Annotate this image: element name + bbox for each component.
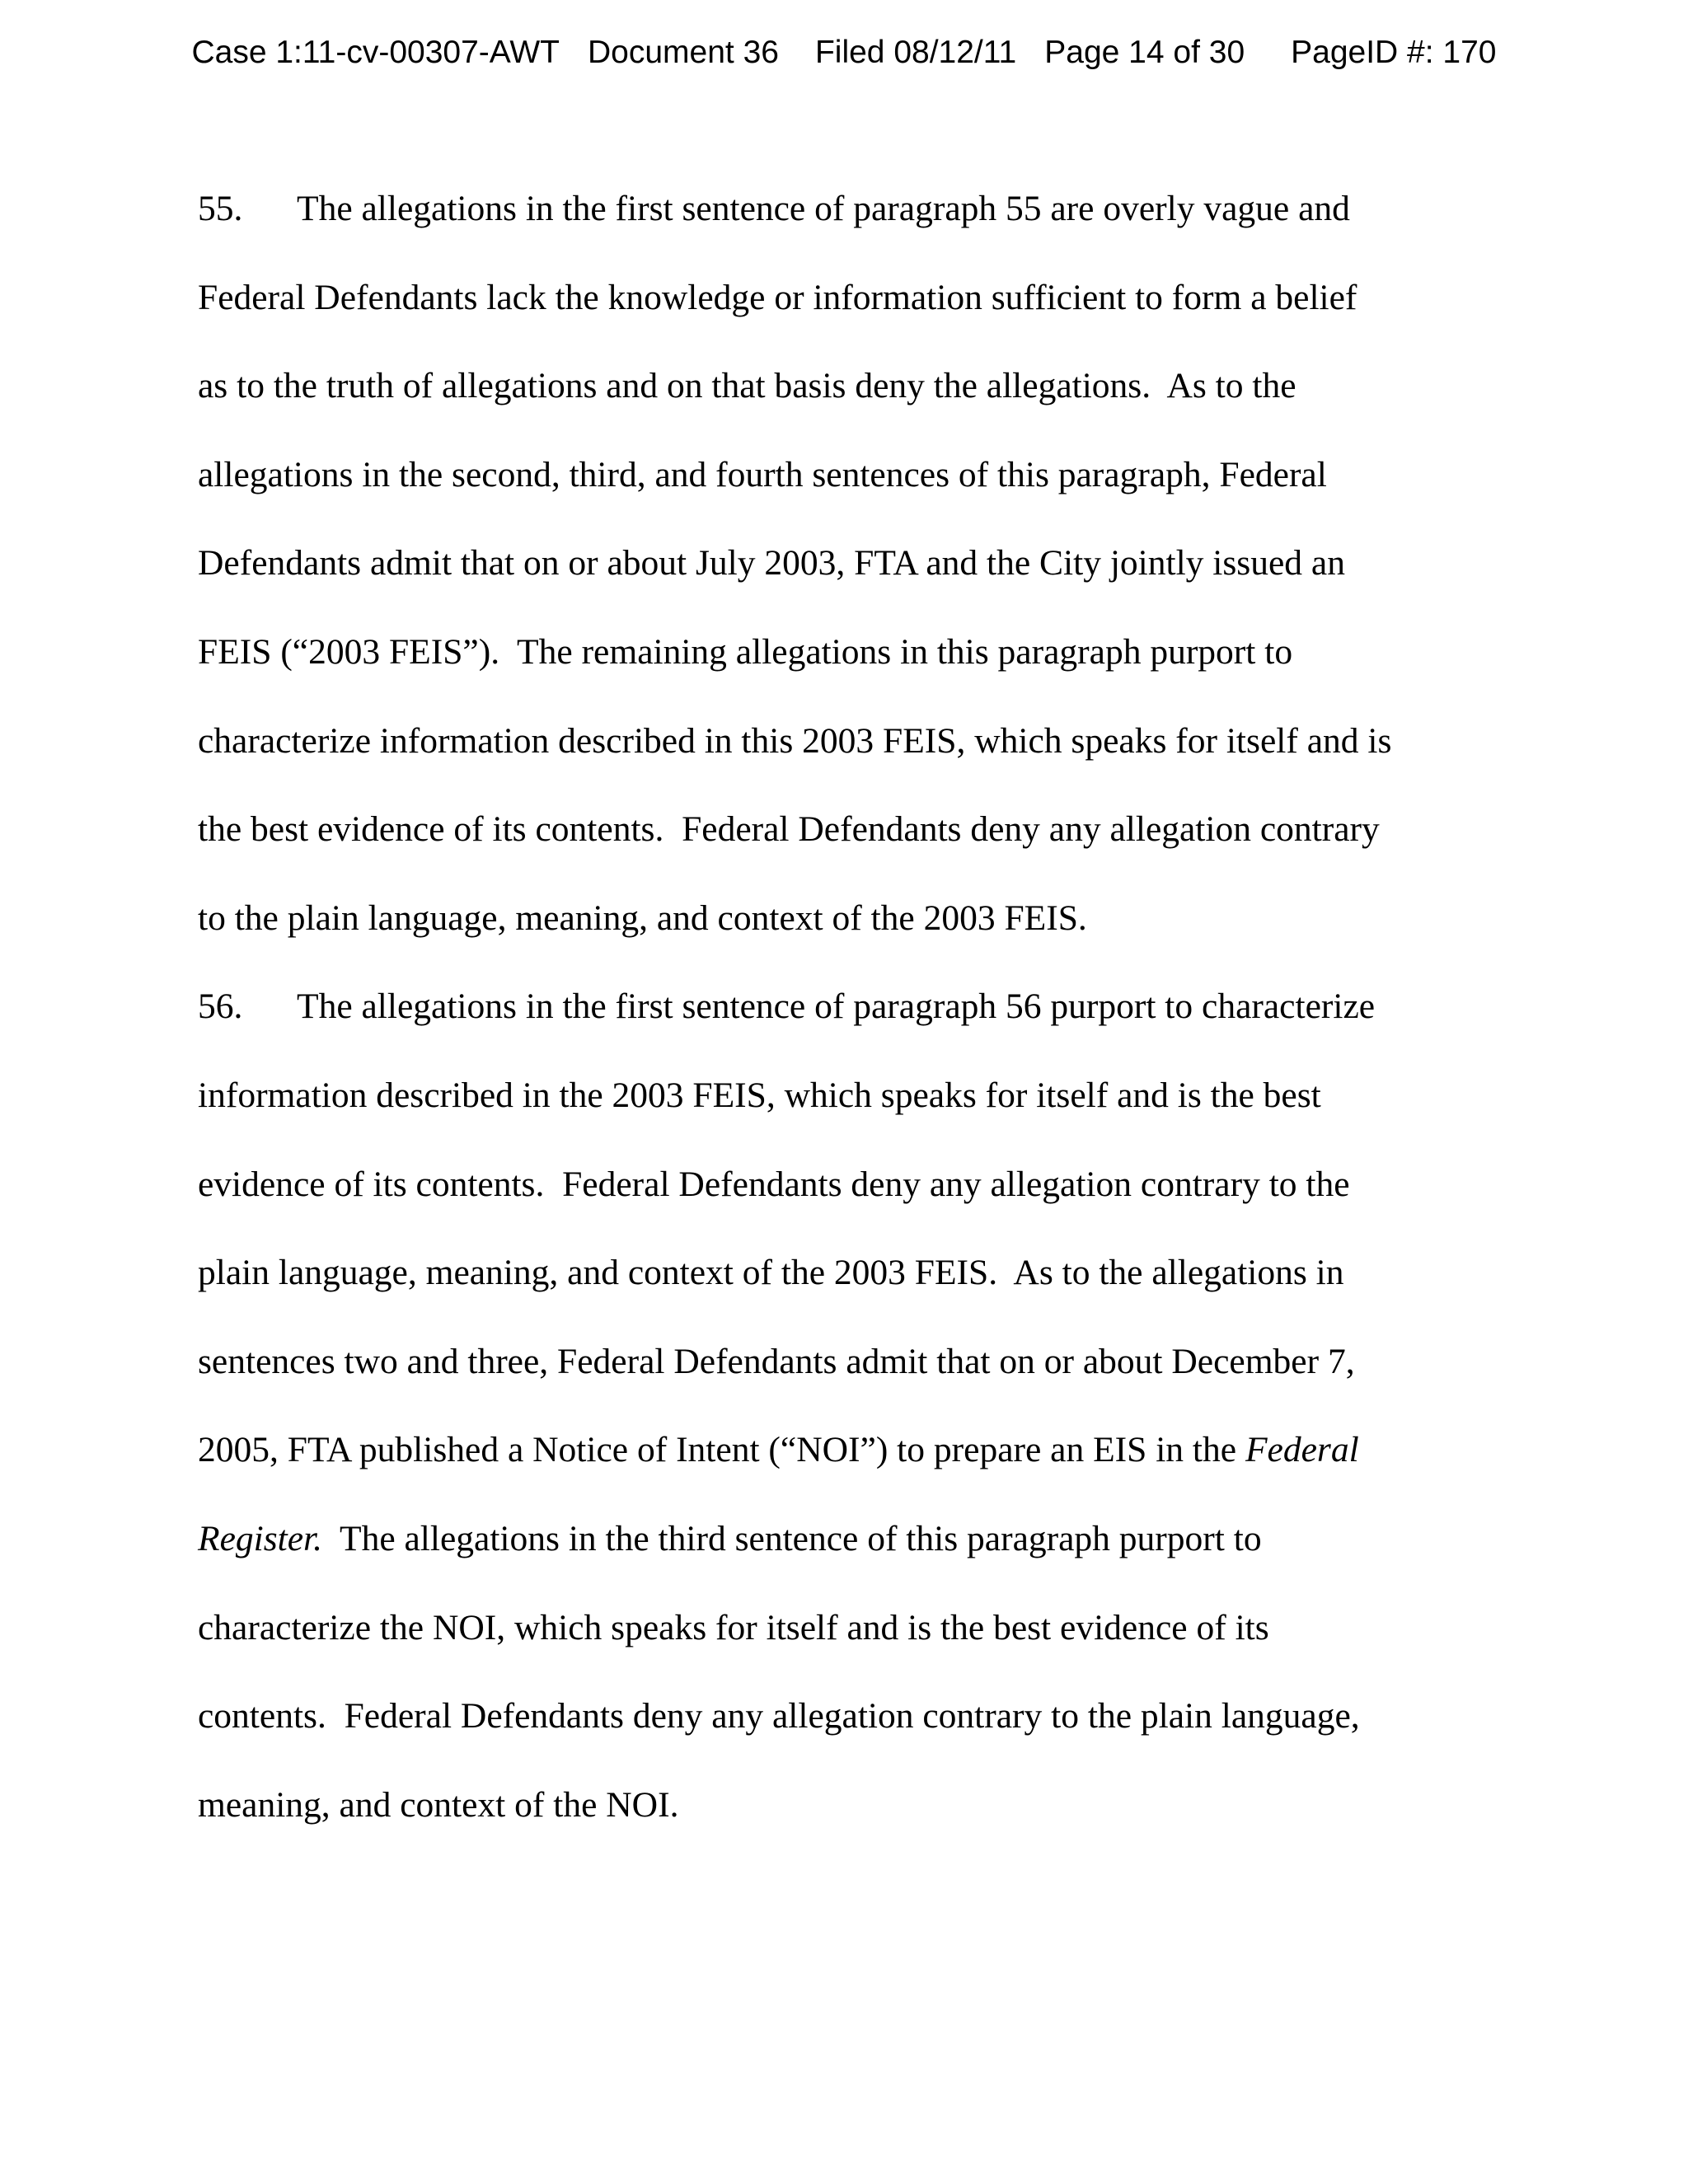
page-id: PageID #: 170: [1291, 35, 1497, 70]
paragraph-55-line-1: [198, 165, 1484, 254]
paragraph-line: meaning, and context of the NOI.: [198, 1784, 679, 1825]
paragraph-line: Federal Defendants lack the knowledge or information sufficient to form a belief: [198, 277, 1357, 317]
paragraph-line: plain language, meaning, and context of the 2003 FEIS. As to the allegations in: [198, 1253, 1344, 1293]
filed-date: Filed 08/12/11: [814, 35, 1017, 70]
paragraph-line: [198, 1406, 1484, 1495]
paragraph-number-55: 55.: [198, 189, 243, 228]
italic-citation: Federal: [1245, 1430, 1359, 1470]
paragraph-text: 2005, FTA published a Notice of Intent (“NOI”) to prepare an EIS in the: [198, 1430, 1245, 1470]
paragraph-line: characterize the NOI, which speaks for itself and is the best evidence of its: [198, 1607, 1269, 1647]
italic-citation: Register.: [198, 1518, 323, 1558]
paragraph-line: characterize information described in this 2003 FEIS, which speaks for itself and is: [198, 720, 1392, 761]
paragraph-line: as to the truth of allegations and on that basis deny the allegations. As to the: [198, 366, 1296, 406]
case-number: Case 1:11-cv-00307-AWT: [191, 35, 560, 70]
paragraph-line: [198, 1495, 1484, 1584]
document-number: Document 36: [588, 35, 779, 70]
paragraph-line: to the plain language, meaning, and context of the 2003 FEIS.: [198, 898, 1087, 938]
paragraph-text: The allegations in the first sentence of paragraph 56 purport to characterize: [297, 987, 1376, 1027]
paragraph-line: Defendants admit that on or about July 2003, FTA and the City jointly issued an: [198, 543, 1345, 583]
paragraph-line: contents. Federal Defendants deny any allegation contrary to the plain language,: [198, 1696, 1360, 1736]
paragraph-number-56: 56.: [198, 987, 243, 1027]
paragraph-line: information described in the 2003 FEIS, which speaks for itself and is the best: [198, 1075, 1321, 1115]
ecf-filing-header: [0, 36, 1688, 68]
paragraph-56-line-1: [198, 963, 1484, 1052]
paragraph-text: The allegations in the third sentence of this paragraph purport to: [322, 1518, 1262, 1558]
paragraph-text: The allegations in the first sentence of paragraph 55 are overly vague and: [297, 189, 1350, 228]
paragraph-line: allegations in the second, third, and fourth sentences of this paragraph, Federal: [198, 454, 1327, 494]
paragraph-line: FEIS (“2003 FEIS”). The remaining allegations in this paragraph purport to: [198, 631, 1293, 672]
page-number: Page 14 of 30: [1044, 35, 1245, 70]
paragraph-line: the best evidence of its contents. Federal Defendants deny any allegation contrary: [198, 809, 1380, 850]
document-body: [198, 165, 1484, 1849]
paragraph-line: evidence of its contents. Federal Defendants deny any allegation contrary to the: [198, 1164, 1350, 1204]
paragraph-line: sentences two and three, Federal Defendants admit that on or about December 7,: [198, 1341, 1355, 1381]
